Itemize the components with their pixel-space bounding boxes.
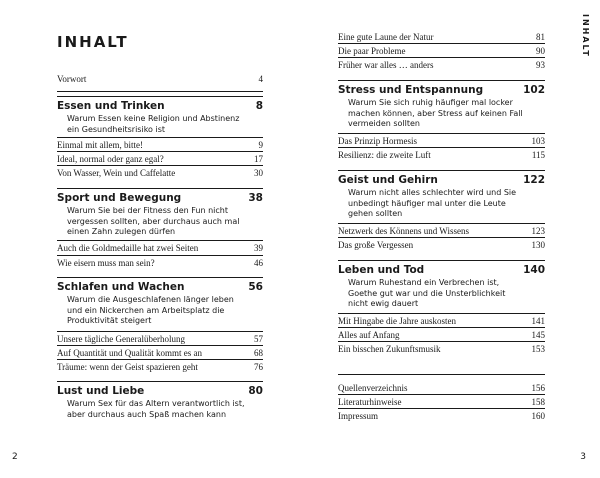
divider — [338, 374, 545, 375]
toc-entry[interactable] — [338, 382, 545, 394]
toc-entry-label: Netzwerk des Könnens und Wissens — [338, 226, 469, 236]
toc-entry[interactable] — [338, 315, 545, 327]
subtitle-line: Warum Essen keine Religion und Abstinenz — [67, 114, 240, 123]
toc-entry[interactable] — [338, 225, 545, 237]
chapter-subtitle — [348, 188, 545, 220]
toc-entry[interactable] — [338, 410, 545, 422]
subtitle-line: einen Zahn zulegen dürfen — [67, 227, 176, 236]
toc-entry-label: Früher war alles … anders — [338, 60, 434, 70]
toc-entry-vorwort[interactable] — [57, 73, 263, 85]
divider — [338, 237, 545, 238]
toc-entry-page: 145 — [531, 330, 545, 340]
chapter-subtitle — [348, 278, 545, 310]
divider — [338, 223, 545, 224]
subtitle-line: vergessen sollten, aber durchaus auch mal — [67, 216, 240, 226]
toc-entry-label: Auch die Goldmedaille hat zwei Seiten — [57, 243, 199, 253]
chapter-page: 38 — [248, 192, 263, 204]
chapter-rule — [338, 170, 545, 171]
chapter-rule — [338, 80, 545, 81]
toc-chapter-schlafen-und-wachen[interactable] — [57, 277, 263, 327]
toc-entry-label: Das Prinzip Hormesis — [338, 136, 417, 146]
chapter-page: 102 — [523, 84, 545, 96]
toc-entry-page: 76 — [254, 362, 263, 372]
toc-entry-page: 141 — [531, 316, 545, 326]
chapter-rule — [57, 381, 263, 382]
subtitle-line: vermeiden sollten — [348, 119, 420, 128]
divider — [57, 151, 263, 152]
chapter-rule — [338, 260, 545, 261]
toc-entry-page: 81 — [536, 32, 545, 42]
divider — [338, 133, 545, 134]
toc-entry-page: 17 — [254, 154, 263, 164]
page-title: INHALT — [57, 33, 129, 51]
subtitle-line: Warum nicht alles schlechter wird und Sie — [348, 188, 517, 197]
chapter-heading: Stress und Entspannung — [338, 84, 484, 96]
toc-entry-page: 130 — [531, 240, 545, 250]
toc-chapter-lust-und-liebe[interactable] — [57, 381, 263, 420]
toc-entry-label: Auf Quantität und Qualität kommt es an — [57, 348, 202, 358]
toc-entry-page: 123 — [531, 226, 545, 236]
toc-entry-label: Wie eisern muss man sein? — [57, 258, 155, 268]
chapter-subtitle — [67, 295, 263, 327]
toc-entry-label: Mit Hingabe die Jahre auskosten — [338, 316, 456, 326]
divider — [338, 341, 545, 342]
toc-entry-page: 46 — [254, 258, 263, 268]
toc-entry[interactable] — [57, 167, 263, 179]
toc-entry-label: Alles auf Anfang — [338, 330, 400, 340]
toc-chapter-leben-und-tod[interactable] — [338, 260, 545, 310]
toc-entry[interactable] — [338, 329, 545, 341]
chapter-page: 140 — [523, 264, 545, 276]
toc-entry-label: Ideal, normal oder ganz egal? — [57, 154, 164, 164]
toc-entry-label: Die paar Probleme — [338, 46, 406, 56]
toc-chapter-sport-und-bewegung[interactable] — [57, 188, 263, 238]
chapter-rule — [57, 188, 263, 189]
chapter-page: 56 — [248, 281, 263, 293]
divider — [338, 147, 545, 148]
toc-entry-page: 39 — [254, 243, 263, 253]
divider — [57, 91, 263, 92]
toc-entry-label: Träume: wenn der Geist spazieren geht — [57, 362, 198, 372]
divider — [57, 255, 263, 256]
toc-entry-label: Von Wasser, Wein und Caffelatte — [57, 168, 176, 178]
divider — [338, 313, 545, 314]
toc-entry[interactable] — [338, 59, 545, 71]
toc-entry[interactable] — [338, 343, 545, 355]
toc-entry-page: 4 — [258, 74, 263, 84]
chapter-subtitle — [348, 98, 545, 130]
divider — [57, 137, 263, 138]
divider — [57, 345, 263, 346]
divider — [57, 331, 263, 332]
page-number: 3 — [580, 452, 586, 462]
chapter-heading: Lust und Liebe — [57, 385, 145, 397]
toc-entry-label: Quellenverzeichnis — [338, 383, 408, 393]
chapter-subtitle — [67, 399, 263, 420]
subtitle-line: Warum Sie bei der Fitness den Fun nicht — [67, 206, 228, 215]
subtitle-line: aber durchaus auch Spaß machen kann — [67, 409, 227, 419]
subtitle-line: machen können, aber Stress auf keinen Fall — [348, 108, 523, 118]
subtitle-line: gehen sollten — [348, 209, 403, 218]
toc-entry[interactable] — [57, 153, 263, 165]
toc-entry-page: 93 — [536, 60, 545, 70]
toc-entry[interactable] — [338, 31, 545, 43]
toc-chapter-essen-und-trinken[interactable] — [57, 96, 263, 135]
toc-entry-page: 30 — [254, 168, 263, 178]
toc-entry[interactable] — [338, 239, 545, 251]
chapter-page: 8 — [255, 100, 263, 112]
chapter-heading: Essen und Trinken — [57, 100, 165, 112]
toc-entry-page: 57 — [254, 334, 263, 344]
toc-entry-page: 90 — [536, 46, 545, 56]
chapter-heading: Schlafen und Wachen — [57, 281, 185, 293]
toc-entry-label: Ein bisschen Zukunftsmusik — [338, 344, 441, 354]
subtitle-line: Warum Sex für das Altern verantwortlich ist, — [67, 399, 245, 408]
toc-entry[interactable] — [338, 149, 545, 161]
subtitle-line: Warum Ruhestand ein Verbrechen ist, — [348, 278, 500, 287]
toc-entry-label: Unsere tägliche Generalüberholung — [57, 334, 185, 344]
divider — [57, 165, 263, 166]
subtitle-line: Warum Sie sich ruhig häufiger mal locker — [348, 98, 513, 107]
toc-entry-page: 156 — [531, 383, 545, 393]
page-number: 2 — [12, 452, 18, 462]
toc-chapter-stress-und-entspannung[interactable] — [338, 80, 545, 130]
subtitle-line: Warum die Ausgeschlafenen länger leben — [67, 295, 234, 304]
chapter-heading: Leben und Tod — [338, 264, 425, 276]
toc-entry-page: 153 — [531, 344, 545, 354]
subtitle-line: unbedingt häufiger mal unter die Leute — [348, 198, 506, 208]
chapter-page: 80 — [248, 385, 263, 397]
toc-entry-page: 68 — [254, 348, 263, 358]
toc-entry[interactable] — [57, 242, 263, 254]
toc-entry-page: 160 — [531, 411, 545, 421]
divider — [338, 394, 545, 395]
toc-entry[interactable] — [57, 333, 263, 345]
subtitle-line: nicht ewig dauert — [348, 299, 419, 308]
subtitle-line: ein Gesundheitsrisiko ist — [67, 124, 165, 134]
divider — [57, 240, 263, 241]
divider — [338, 327, 545, 328]
toc-entry-label: Einmal mit allem, bitte! — [57, 140, 143, 150]
toc-entry[interactable] — [338, 396, 545, 408]
toc-entry[interactable] — [57, 139, 263, 151]
chapter-rule — [57, 96, 263, 97]
subtitle-line: Goethe gut war und die Unsterblichkeit — [348, 288, 506, 298]
toc-entry[interactable] — [57, 347, 263, 359]
chapter-rule — [57, 277, 263, 278]
toc-entry-label: Das große Vergessen — [338, 240, 414, 250]
toc-entry-page: 158 — [531, 397, 545, 407]
toc-entry-page: 103 — [531, 136, 545, 146]
toc-entry-label: Impressum — [338, 411, 378, 421]
divider — [338, 57, 545, 58]
toc-entry-label: Literaturhinweise — [338, 397, 402, 407]
chapter-subtitle — [67, 114, 263, 135]
divider — [57, 359, 263, 360]
toc-entry-label: Resilienz: die zweite Luft — [338, 150, 431, 160]
toc-entry[interactable] — [338, 45, 545, 57]
chapter-subtitle — [67, 206, 263, 238]
chapter-page: 122 — [523, 174, 545, 186]
divider — [338, 43, 545, 44]
right-page — [300, 0, 600, 478]
running-head: INHALT — [581, 14, 590, 58]
toc-entry[interactable] — [338, 135, 545, 147]
toc-entry-label: Vorwort — [57, 74, 87, 84]
subtitle-line: und ein Nickerchen am Arbeitsplatz die — [67, 305, 225, 315]
chapter-heading: Geist und Gehirn — [338, 174, 438, 186]
toc-entry-page: 9 — [258, 140, 263, 150]
toc-entry[interactable] — [57, 257, 263, 269]
toc-entry-label: Eine gute Laune der Natur — [338, 32, 434, 42]
divider — [338, 408, 545, 409]
toc-entry-page: 115 — [531, 150, 545, 160]
subtitle-line: Produktivität steigert — [67, 316, 152, 325]
chapter-heading: Sport und Bewegung — [57, 192, 182, 204]
toc-chapter-geist-und-gehirn[interactable] — [338, 170, 545, 220]
toc-entry[interactable] — [57, 361, 263, 373]
